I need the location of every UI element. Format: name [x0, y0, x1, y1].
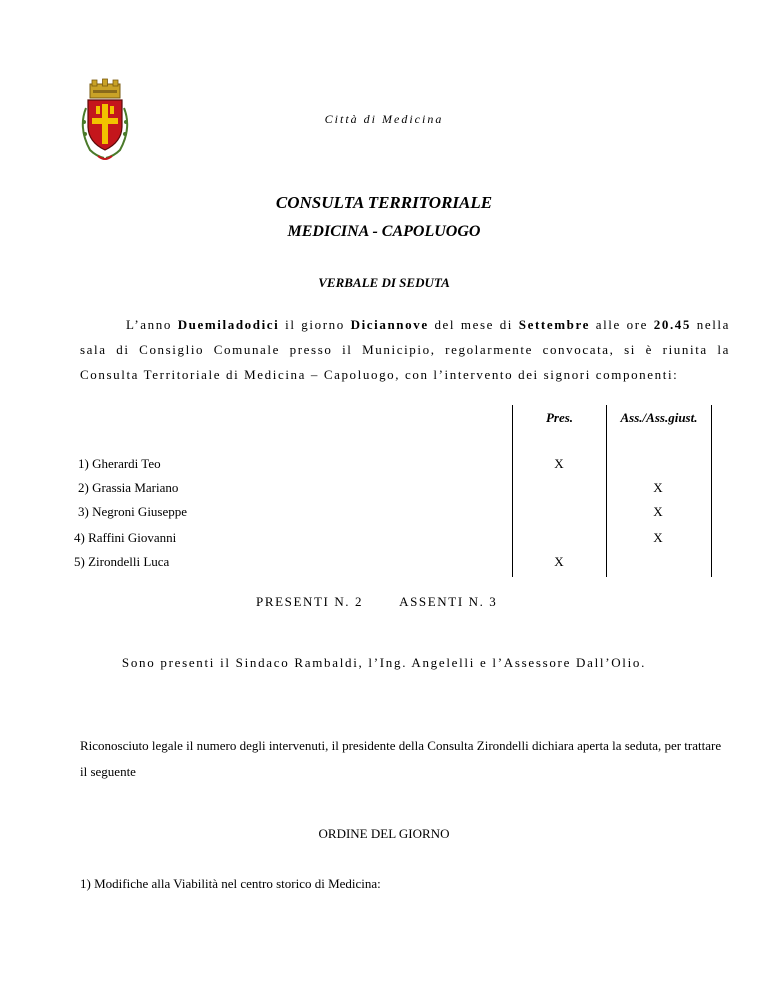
- table-divider: [512, 405, 513, 577]
- present-count: PRESENTI N. 2: [256, 594, 364, 609]
- member-name: 3) Negroni Giuseppe: [78, 504, 188, 519]
- absent-mark: X: [653, 504, 663, 519]
- section-heading: VERBALE DI SEDUTA: [318, 275, 450, 290]
- also-present-text: Sono presenti il Sindaco Rambaldi, l’Ing. Angelelli e l’Assessore Dall’Olio.: [121, 655, 647, 670]
- document-subtitle: MEDICINA - CAPOLUOGO: [287, 223, 481, 240]
- time: 20.45: [653, 317, 691, 332]
- member-name: 4) Raffini Giovanni: [74, 530, 177, 545]
- member-name: 5) Zirondelli Luca: [74, 554, 170, 569]
- day: Diciannove: [350, 317, 429, 332]
- intro-paragraph: L’anno Duemiladodici il giorno Diciannove del mese di Settembre alle ore 20.45 nella sala di Consiglio Comunale presso il Municipio, regolarmente convocata, si è riunita la Consulta Territoriale di Medicina – Capoluogo, con l’intervento dei signori componenti:: [80, 317, 731, 382]
- agenda-heading: ORDINE DEL GIORNO: [318, 826, 450, 841]
- absent-mark: X: [653, 530, 663, 545]
- absent-count: ASSENTI N. 3: [399, 594, 498, 609]
- member-name: 1) Gherardi Teo: [78, 456, 161, 471]
- table-divider: [711, 405, 712, 577]
- city-name: Città di Medicina: [324, 112, 444, 126]
- year: Duemiladodici: [177, 317, 280, 332]
- present-mark: X: [554, 456, 564, 471]
- column-header-present: Pres.: [545, 410, 574, 425]
- present-mark: X: [554, 554, 564, 569]
- table-divider: [606, 405, 607, 577]
- opening-paragraph: Riconosciuto legale il numero degli intervenuti, il presidente della Consulta Zirondelli dichiara aperta la seduta, per trattare il seguente: [80, 738, 722, 779]
- member-name: 2) Grassia Mariano: [78, 480, 179, 495]
- document-title: CONSULTA TERRITORIALE: [275, 193, 493, 212]
- month: Settembre: [518, 317, 590, 332]
- attendance-counts: [256, 594, 497, 610]
- absent-mark: X: [653, 480, 663, 495]
- column-header-absent: Ass./Ass.giust.: [620, 410, 698, 425]
- agenda-item: 1) Modifiche alla Viabilità nel centro storico di Medicina:: [80, 876, 381, 891]
